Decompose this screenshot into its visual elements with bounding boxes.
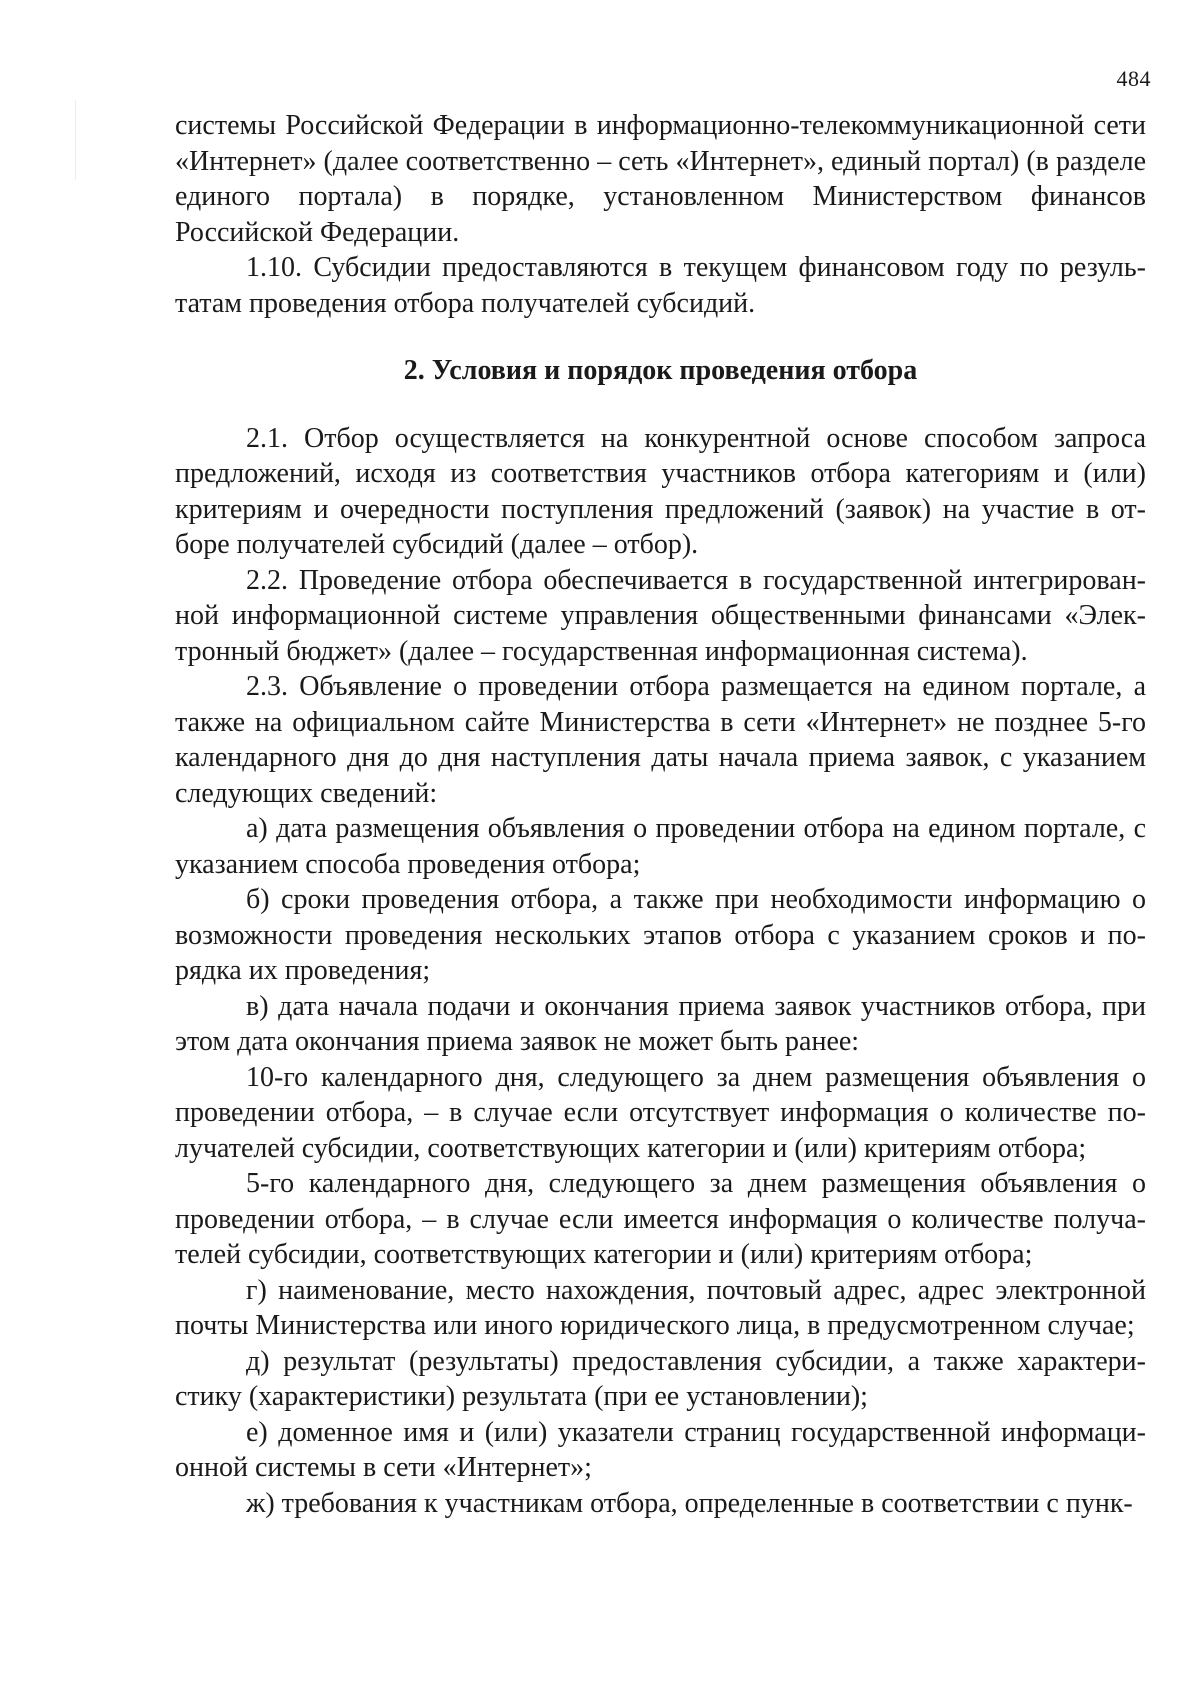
list-item-b: б) сроки проведения отбора, а также при необходимости информацию о возможности проведения нескольких этапов отбора с указанием сроков и порядка их проведения; <box>175 884 1146 986</box>
list-item-d: д) результат (результаты) предоставления субсидии, а также характеристику (характеристики) результата (при ее установлении); <box>175 1345 1146 1412</box>
paragraph-continuation: системы Российской Федерации в информационно-телекоммуникационной сети «Интернет» (далее соответственно – сеть «Интернет», единый портал) (в разделе единого портала) в порядке, установленном Министерством финансов Российской Федерации. <box>175 110 1146 248</box>
paragraph-1-10: 1.10. Субсидии предоставляются в текущем финансовом году по результатам проведения отбора получателей субсидий. <box>175 252 1146 319</box>
list-item-zh: ж) требования к участникам отбора, определенные в соответствии с пунк- <box>246 1487 1133 1519</box>
sub-item-5-day: 5-го календарного дня, следующего за днем размещения объявления о проведении отбора, – в случае если имеется информация о количестве получателей субсидии, соответствующих категории и (или) критериям отбора; <box>175 1168 1146 1270</box>
page-number: 484 <box>1116 66 1151 91</box>
paragraph-2-2: 2.2. Проведение отбора обеспечивается в государственной интегрированной информационной системе управления общественными финансами «Электронный бюджет» (далее – государственная информационная система). <box>175 564 1146 667</box>
list-item-g: г) наименование, место нахождения, почтовый адрес, адрес электронной почты Министерства или иного юридического лица, в предусмотренном случае; <box>175 1274 1146 1341</box>
paragraph-2-1: 2.1. Отбор осуществляется на конкурентной основе способом запроса предложений, исходя из соответствия участников отбора категориям и (или) критериям и очередности поступления предложений (заявок) на участие в отборе получателей субсидий (далее – отбор). <box>175 422 1146 560</box>
list-item-a: а) дата размещения объявления о проведении отбора на едином портале, с указанием способа проведения отбора; <box>175 813 1146 880</box>
scan-margin-mark <box>75 100 76 180</box>
section-heading: 2. Условия и порядок проведения отбора <box>403 355 918 386</box>
document-body <box>175 108 1146 1521</box>
list-item-v: в) дата начала подачи и окончания приема заявок участников отбора, при этом дата окончания приема заявок не может быть ранее: <box>175 990 1146 1057</box>
list-item-e: е) доменное имя и (или) указатели страниц государственной информационной системы в сети «Интернет»; <box>175 1416 1146 1483</box>
sub-item-10-day: 10-го календарного дня, следующего за днем размещения объявления о проведении отбора, – в случае если отсутствует информация о количестве получателей субсидии, соответствующих категории и (или) критериям отбора; <box>175 1061 1146 1164</box>
paragraph-2-3: 2.3. Объявление о проведении отбора размещается на едином портале, а также на официальном сайте Министерства в сети «Интернет» не позднее 5-го календарного дня до дня наступления даты начала приема заявок, с указанием следующих сведений: <box>175 671 1146 809</box>
